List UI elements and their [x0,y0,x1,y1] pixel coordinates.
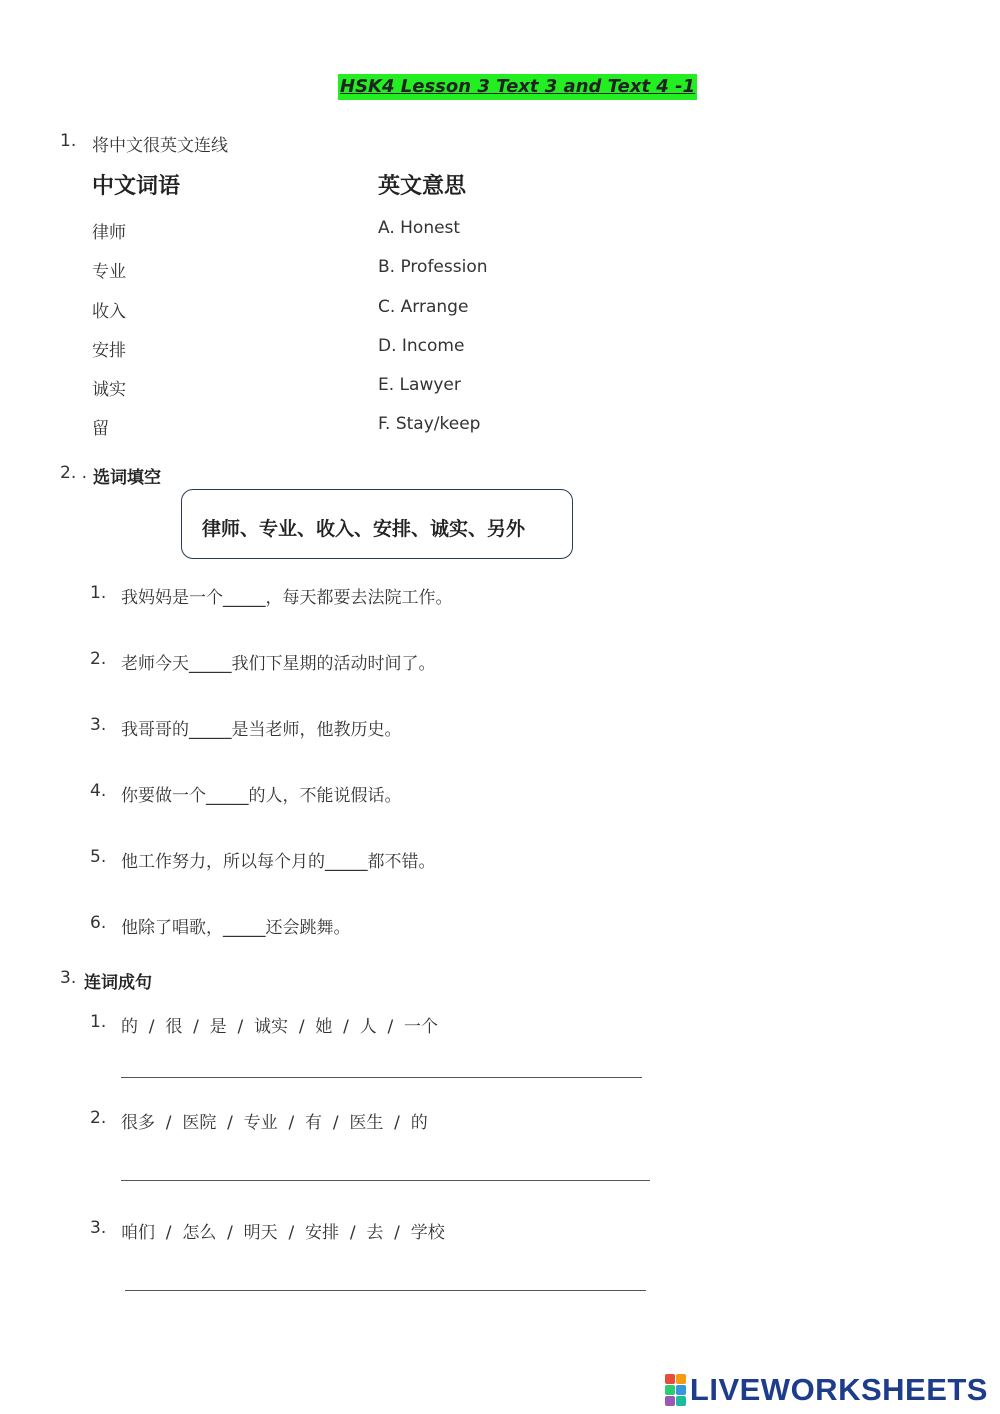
match-chinese-word[interactable]: 安排 [92,341,126,361]
fill-blank-sentence[interactable]: 他工作努力，所以每个月的_____都不错。 [121,852,436,872]
reorder-number: 2. [90,1108,107,1128]
reorder-words: 咱们 / 怎么 / 明天 / 安排 / 去 / 学校 [121,1223,445,1243]
fill-blank-sentence[interactable]: 我哥哥的_____是当老师，他教历史。 [121,720,402,740]
match-chinese-word[interactable]: 诚实 [92,380,126,400]
section2-number: 2. . [60,463,88,483]
match-chinese-word[interactable]: 收入 [92,302,126,322]
liveworksheets-logo [665,1372,988,1408]
match-english-meaning[interactable]: B. Profession [378,257,488,277]
fill-blank-number: 4. [90,781,107,801]
word-bank-words: 律师、专业、收入、安排、诚实、另外 [202,518,526,540]
fill-blank-number: 1. [90,583,107,603]
fill-blank-number: 2. [90,649,107,669]
reorder-number: 3. [90,1218,107,1238]
fill-blank-number: 6. [90,913,107,933]
match-chinese-word[interactable]: 律师 [92,223,126,243]
fill-blank-sentence[interactable]: 老师今天_____我们下星期的活动时间了。 [121,654,436,674]
section1-instruction: 将中文很英文连线 [92,136,228,156]
match-english-meaning[interactable]: D. Income [378,336,465,356]
answer-line[interactable] [125,1290,646,1291]
match-chinese-word[interactable]: 留 [92,419,109,439]
logo-blocks-icon [665,1374,686,1406]
section2-instruction: 选词填空 [93,468,161,488]
reorder-number: 1. [90,1012,107,1032]
fill-blank-sentence[interactable]: 他除了唱歌，_____还会跳舞。 [121,918,351,938]
column-header-english: 英文意思 [378,174,467,199]
section3-number: 3. [60,968,77,988]
column-header-chinese: 中文词语 [92,174,181,199]
reorder-words: 的 / 很 / 是 / 诚实 / 她 / 人 / 一个 [121,1017,439,1037]
fill-blank-number: 3. [90,715,107,735]
match-english-meaning[interactable]: A. Honest [378,218,461,238]
match-english-meaning[interactable]: F. Stay/keep [378,414,481,434]
fill-blank-sentence[interactable]: 你要做一个_____的人，不能说假话。 [121,786,402,806]
section1-number: 1. [60,131,77,151]
answer-line[interactable] [121,1180,650,1181]
fill-blank-number: 5. [90,847,107,867]
answer-line[interactable] [121,1077,642,1078]
match-chinese-word[interactable]: 专业 [92,262,126,282]
section3-instruction: 连词成句 [84,973,152,993]
fill-blank-sentence[interactable]: 我妈妈是一个_____，每天都要去法院工作。 [121,588,453,608]
match-english-meaning[interactable]: C. Arrange [378,297,469,317]
reorder-words: 很多 / 医院 / 专业 / 有 / 医生 / 的 [121,1113,428,1133]
match-english-meaning[interactable]: E. Lawyer [378,375,461,395]
logo-text: LIVEWORKSHEETS [689,1372,988,1407]
worksheet-title: HSK4 Lesson 3 Text 3 and Text 4 -1 [338,74,697,100]
